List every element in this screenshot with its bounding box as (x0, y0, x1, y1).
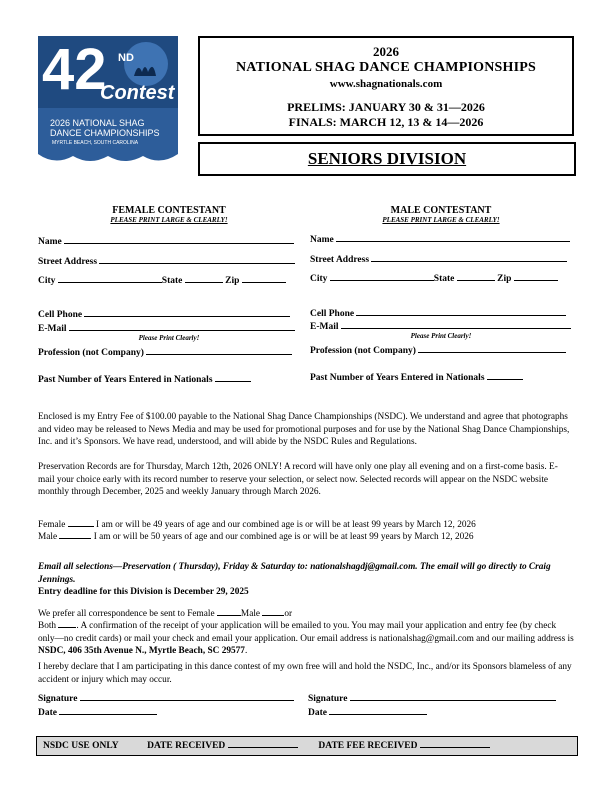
date-fee-received-line[interactable] (420, 737, 490, 748)
female-print-note: Please Print Clearly! (138, 334, 200, 342)
correspondence-line[interactable]: We prefer all correspondence be sent to Female Male or (38, 606, 574, 621)
logo-word: Contest (100, 82, 175, 104)
both-paragraph: Both . A confirmation of the receipt of your application will be emailed to you. You may mail your application and entry fee (by check only—no credit cards) or mail your check and email your application. Our email address is nationalshag@gmail.com and our mailing address is NSDC, 406 35th Avenue N., Myrtle Beach, SC 29577. (38, 618, 574, 658)
female-years-field[interactable]: Past Number of Years Entered in Nationals (38, 372, 251, 385)
prelims-dates: PRELIMS: JANUARY 30 & 31—2026 (287, 100, 485, 114)
division-box (198, 142, 576, 176)
entry-deadline: Entry deadline for this Division is December 29, 2025 (38, 587, 249, 597)
female-street-field[interactable]: Street Address (38, 254, 295, 267)
logo-line1: 2026 NATIONAL SHAG (50, 118, 145, 128)
male-name-field[interactable]: Name (310, 232, 570, 245)
male-date-field[interactable]: Date (308, 705, 427, 718)
male-age-line[interactable]: Male I am or will be 50 years of age and our combined age is or will be at least 99 years by March 12, 2026 (38, 529, 574, 544)
female-name-field[interactable]: Name (38, 234, 294, 247)
logo-line2: DANCE CHAMPIONSHIPS (50, 128, 160, 138)
male-years-field[interactable]: Past Number of Years Entered in Nationals (310, 370, 523, 383)
date-received-label: DATE RECEIVED (147, 741, 226, 751)
male-city-state-zip-field[interactable]: City State Zip (310, 271, 558, 284)
female-cell-field[interactable]: Cell Phone (38, 307, 290, 320)
male-sub: PLEASE PRINT LARGE & CLEARLY! (382, 216, 500, 224)
female-section (38, 205, 300, 224)
mailing-address: NSDC, 406 35th Avenue N., Myrtle Beach, SC 29577 (38, 646, 245, 656)
logo-number: 42 (42, 37, 107, 102)
male-signature-field[interactable]: Signature (308, 691, 556, 704)
logo-line3: MYRTLE BEACH, SOUTH CAROLINA (52, 140, 139, 146)
female-age-line[interactable]: Female I am or will be 49 years of age and our combined age is or will be at least 99 years by March 12, 2026 (38, 517, 574, 532)
division-title: SENIORS DIVISION (307, 149, 467, 168)
female-heading: FEMALE CONTESTANT (112, 205, 226, 216)
female-date-field[interactable]: Date (38, 705, 157, 718)
female-sub: PLEASE PRINT LARGE & CLEARLY! (110, 216, 228, 224)
female-signature-field[interactable]: Signature (38, 691, 294, 704)
date-fee-received-label: DATE FEE RECEIVED (318, 741, 418, 751)
logo-superscript: ND (118, 52, 134, 64)
fee-paragraph: Enclosed is my Entry Fee of $100.00 payable to the National Shag Dance Championships (NSDC). We understand and agree that photographs and video may be released to News Media and may be used for promotional purposes and for use by the National Shag Dance Championships, Inc. and it’s Sponsors. We have read, understood, and will abide by the NSDC Rules and Regulations. (38, 412, 570, 447)
female-city-state-zip-field[interactable]: City State Zip (38, 273, 286, 286)
event-org: NATIONAL SHAG DANCE CHAMPIONSHIPS (236, 60, 536, 75)
male-print-note: Please Print Clearly! (410, 332, 472, 340)
male-street-field[interactable]: Street Address (310, 252, 567, 265)
male-email-field[interactable]: E-Mail (310, 319, 571, 332)
office-use-label: NSDC USE ONLY (43, 741, 119, 751)
event-url[interactable]: www.shagnationals.com (329, 78, 443, 90)
office-use-bar (36, 736, 578, 756)
male-section (310, 205, 572, 224)
male-profession-field[interactable]: Profession (not Company) (310, 343, 566, 356)
date-received-line[interactable] (228, 737, 298, 748)
female-email-field[interactable]: E-Mail (38, 321, 295, 334)
event-header (198, 36, 574, 136)
female-profession-field[interactable]: Profession (not Company) (38, 345, 292, 358)
finals-dates: FINALS: MARCH 12, 13 & 14—2026 (288, 115, 484, 129)
event-year: 2026 (373, 44, 399, 59)
email-selections: Email all selections—Preservation ( Thursday), Friday & Saturday to: nationalshagdj@gmail.com. The email will go directly to Craig Jennings. (38, 562, 551, 585)
preservation-paragraph: Preservation Records are for Thursday, March 12th, 2026 ONLY! A record will have only one play all evening and on a first-come basis. E-mail your choice early with its record number to reserve your selection, or select now. Selected records will appear on the NSDC website monthly through December, 2025 and weekly January through March 2026. (38, 462, 558, 497)
male-heading: MALE CONTESTANT (390, 205, 492, 216)
contest-logo (38, 36, 178, 166)
male-cell-field[interactable]: Cell Phone (310, 306, 566, 319)
declaration: I hereby declare that I am participating in this dance contest of my own free will and hold the NSDC, Inc., and/or its Sponsors blameless of any accident or injury which may occur. (38, 662, 572, 685)
